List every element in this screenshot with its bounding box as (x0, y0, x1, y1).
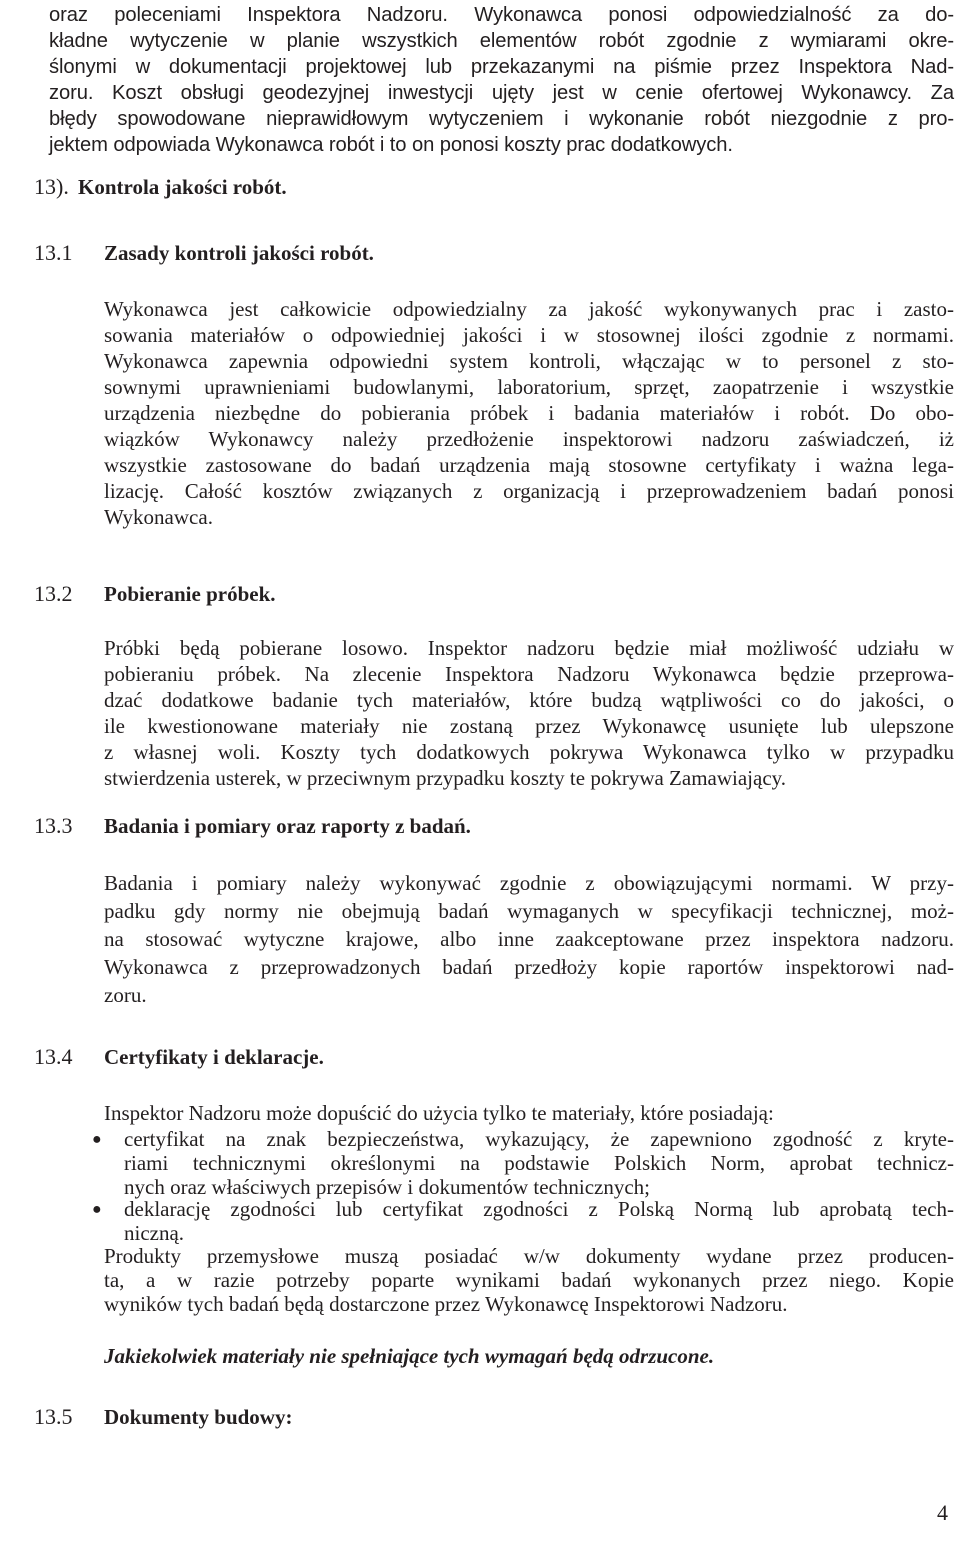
paragraph-line: sowania materiałów o odpowiedniej jakości i w stosownej ilości zgodnie z normami. (104, 323, 954, 347)
subsection-number: 13.2 (34, 581, 73, 606)
paragraph-line: na stosować wytyczne krajowe, albo inne zaakceptowane przez inspektora nadzoru. (104, 927, 954, 951)
subsection-title: Zasady kontroli jakości robót. (104, 241, 374, 265)
rejection-note: Jakiekolwiek materiały nie spełniające tych wymagań będą odrzucone. (104, 1344, 715, 1368)
bullet-marker: ● (92, 1131, 102, 1148)
paragraph-line: wszystkie zastosowane do badań urządzenia mają stosowne certyfikaty i ważna lega- (104, 453, 954, 477)
subsection-title: Dokumenty budowy: (104, 1405, 293, 1429)
paragraph-line: dzać dodatkowe badanie tych materiałów, które budzą wątpliwości co do jakości, o (104, 688, 954, 712)
paragraph-line: Wykonawca. (104, 505, 213, 529)
paragraph-line: Inspektor Nadzoru może dopuścić do użycia tylko te materiały, które posiadają: (104, 1101, 774, 1125)
intro-line: ślonymi w dokumentacji projektowej lub przekazanymi na piśmie przez Inspektora Nad- (49, 56, 954, 78)
paragraph-line: padku gdy normy nie obejmują badań wymaganych w specyfikacji technicznej, moż- (104, 899, 954, 923)
paragraph-line: wyników tych badań będą dostarczone przez Wykonawcę Inspektorowi Nadzoru. (104, 1292, 788, 1316)
bullet-line: niczną. (124, 1221, 185, 1245)
intro-line: kładne wytyczenie w planie wszystkich elementów robót zgodnie z wymiarami okre- (49, 30, 954, 52)
subsection-title: Certyfikaty i deklaracje. (104, 1045, 324, 1069)
subsection-title: Pobieranie próbek. (104, 582, 276, 606)
paragraph-line: wiązków Wykonawcy należy przedłożenie inspektorowi nadzoru zaświadczeń, iż (104, 427, 954, 451)
subsection-number: 13.1 (34, 240, 73, 265)
section-title: Kontrola jakości robót. (78, 175, 287, 199)
subsection-number: 13.5 (34, 1404, 73, 1429)
intro-line: zoru. Koszt obsługi geodezyjnej inwestycji ujęty jest w cenie ofertowej Wykonawcy. Za (49, 82, 954, 104)
bullet-marker: ● (92, 1201, 102, 1218)
subsection-number: 13.4 (34, 1044, 73, 1069)
paragraph-line: urządzenia niezbędne do pobierania próbek i badania materiałów i robót. Do obo- (104, 401, 954, 425)
paragraph-line: Badania i pomiary należy wykonywać zgodnie z obowiązującymi normami. W przy- (104, 871, 954, 895)
paragraph-line: Wykonawca z przeprowadzonych badań przedłoży kopie raportów inspektorowi nad- (104, 955, 954, 979)
bullet-line: deklarację zgodności lub certyfikat zgodności z Polską Normą lub aprobatą tech- (124, 1197, 954, 1221)
paragraph-line: Produkty przemysłowe muszą posiadać w/w dokumenty wydane przez producen- (104, 1244, 954, 1268)
bullet-line: riami technicznymi określonymi na podstawie Polskich Norm, aprobat technicz- (124, 1151, 954, 1175)
section-number: 13). (34, 174, 69, 199)
intro-line: błędy spowodowane nieprawidłowym wytyczeniem i wykonanie robót niezgodnie z pro- (49, 108, 954, 130)
bullet-line: nych oraz właściwych przepisów i dokumentów technicznych; (124, 1175, 650, 1199)
subsection-title: Badania i pomiary oraz raporty z badań. (104, 814, 471, 838)
paragraph-line: lizację. Całość kosztów związanych z organizacją i przeprowadzeniem badań ponosi (104, 479, 954, 503)
paragraph-line: Wykonawca jest całkowicie odpowiedzialny za jakość wykonywanych prac i zasto- (104, 297, 954, 321)
subsection-number: 13.3 (34, 813, 73, 838)
page-number: 4 (937, 1500, 948, 1525)
paragraph-line: zoru. (104, 983, 147, 1007)
paragraph-line: z własnej woli. Koszty tych dodatkowych pokrywa Wykonawca tylko w przypadku (104, 740, 954, 764)
intro-line: oraz poleceniami Inspektora Nadzoru. Wykonawca ponosi odpowiedzialność za do- (49, 4, 954, 26)
paragraph-line: Próbki będą pobierane losowo. Inspektor nadzoru będzie miał możliwość udziału w (104, 636, 954, 660)
paragraph-line: pobieraniu próbek. Na zlecenie Inspektora Nadzoru Wykonawca będzie przeprowa- (104, 662, 954, 686)
paragraph-line: ta, a w razie potrzeby poparte wynikami badań wykonanych przez niego. Kopie (104, 1268, 954, 1292)
paragraph-line: sownymi uprawnieniami budowlanymi, laboratorium, sprzęt, zaopatrzenie i wszystkie (104, 375, 954, 399)
paragraph-line: Wykonawca zapewnia odpowiedni system kontroli, włączając w to personel z sto- (104, 349, 954, 373)
paragraph-line: ile kwestionowane materiały nie zostaną przez Wykonawcę usunięte lub ulepszone (104, 714, 954, 738)
paragraph-line: stwierdzenia usterek, w przeciwnym przypadku koszty te pokrywa Zamawiający. (104, 766, 787, 790)
bullet-line: certyfikat na znak bezpieczeństwa, wykazujący, że zapewniono zgodność z kryte- (124, 1127, 954, 1151)
intro-line: jektem odpowiada Wykonawca robót i to on ponosi koszty prac dodatkowych. (49, 134, 733, 156)
